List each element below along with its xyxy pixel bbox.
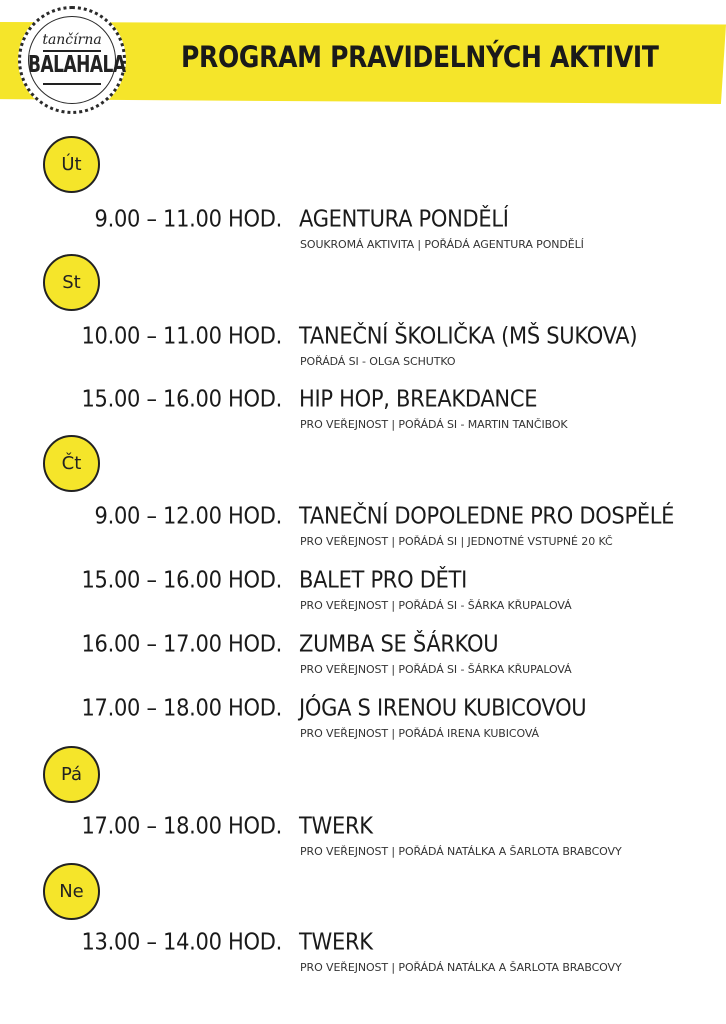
event-time: 16.00 – 17.00 HOD. bbox=[81, 630, 282, 657]
event-info: SOUKROMÁ AKTIVITA | POŘÁDÁ AGENTURA PONDĚLÍ bbox=[300, 238, 584, 251]
event-name: BALET PRO DĚTI bbox=[299, 566, 467, 593]
logo-name-text: BALAHALA bbox=[28, 51, 126, 79]
event-name: TANEČNÍ ŠKOLIČKA (MŠ SUKOVA) bbox=[299, 322, 638, 349]
event-name: HIP HOP, BREAKDANCE bbox=[299, 385, 538, 412]
logo bbox=[18, 6, 126, 114]
event-name: TANEČNÍ DOPOLEDNE PRO DOSPĚLÉ bbox=[299, 502, 675, 529]
event-info: PRO VEŘEJNOST | POŘÁDÁ SI | JEDNOTNÉ VSTUPNÉ 20 KČ bbox=[300, 535, 613, 548]
logo-script-text: tančírna bbox=[42, 32, 102, 48]
event-info: PRO VEŘEJNOST | POŘÁDÁ NATÁLKA A ŠARLOTA BRABCOVY bbox=[300, 961, 622, 974]
event-time: 10.00 – 11.00 HOD. bbox=[81, 322, 282, 349]
event-info: PRO VEŘEJNOST | POŘÁDÁ SI - ŠÁRKA KŘUPALOVÁ bbox=[300, 599, 572, 612]
day-badge-ne: Ne bbox=[43, 863, 100, 920]
event-time: 15.00 – 16.00 HOD. bbox=[81, 385, 282, 412]
event-time: 17.00 – 18.00 HOD. bbox=[81, 694, 282, 721]
day-badge-st: St bbox=[43, 254, 100, 311]
event-name: TWERK bbox=[299, 812, 373, 839]
event-time: 17.00 – 18.00 HOD. bbox=[81, 812, 282, 839]
page-title: PROGRAM PRAVIDELNÝCH AKTIVIT bbox=[181, 40, 659, 75]
event-time: 13.00 – 14.00 HOD. bbox=[81, 928, 282, 955]
day-badge-ut: Út bbox=[43, 136, 100, 193]
event-info: POŘÁDÁ SI - OLGA SCHUTKO bbox=[300, 355, 456, 368]
event-name: ZUMBA SE ŠÁRKOU bbox=[299, 630, 499, 657]
event-name: AGENTURA PONDĚLÍ bbox=[299, 205, 509, 232]
event-info: PRO VEŘEJNOST | POŘÁDÁ SI - ŠÁRKA KŘUPALOVÁ bbox=[300, 663, 572, 676]
event-time: 15.00 – 16.00 HOD. bbox=[81, 566, 282, 593]
event-time: 9.00 – 11.00 HOD. bbox=[94, 205, 282, 232]
day-badge-ct: Čt bbox=[43, 435, 100, 492]
day-badge-pa: Pá bbox=[43, 746, 100, 803]
event-time: 9.00 – 12.00 HOD. bbox=[94, 502, 282, 529]
event-info: PRO VEŘEJNOST | POŘÁDÁ SI - MARTIN TANČIBOK bbox=[300, 418, 568, 431]
event-name: JÓGA S IRENOU KUBICOVOU bbox=[299, 694, 587, 721]
event-info: PRO VEŘEJNOST | POŘÁDÁ NATÁLKA A ŠARLOTA BRABCOVY bbox=[300, 845, 622, 858]
event-name: TWERK bbox=[299, 928, 373, 955]
event-info: PRO VEŘEJNOST | POŘÁDÁ IRENA KUBICOVÁ bbox=[300, 727, 539, 740]
